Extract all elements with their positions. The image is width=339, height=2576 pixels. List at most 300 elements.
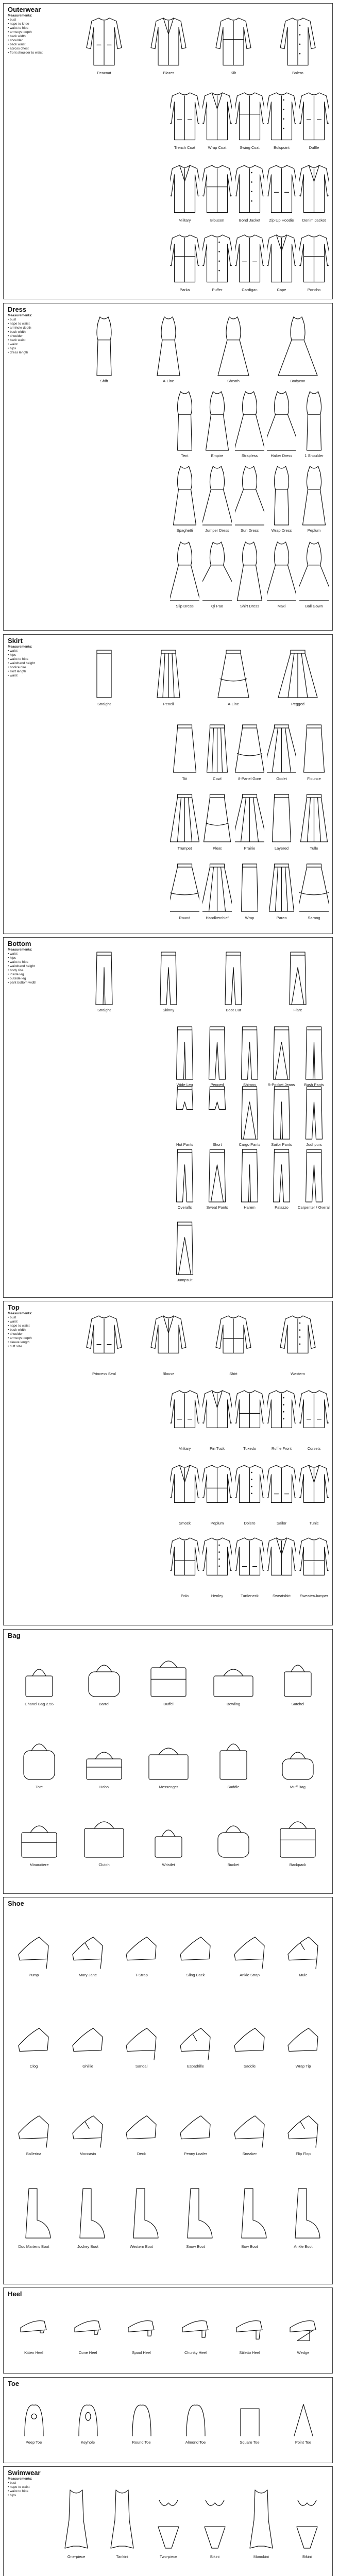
shoe-illustration-icon: [280, 1914, 327, 1972]
item-outerwear: [72, 15, 137, 75]
measurement-item: • hips: [8, 347, 16, 350]
measurement-item: • hips: [8, 653, 16, 657]
measurement-item: • dress length: [8, 351, 28, 354]
item-outerwear: [168, 162, 201, 223]
section-bag: [3, 1629, 333, 1894]
item-heel: [276, 2306, 330, 2355]
bag-illustration-icon: [16, 1729, 62, 1784]
item-skirt: [265, 646, 330, 706]
item-skirt: [265, 721, 298, 781]
item-caption: Pencil: [163, 702, 174, 706]
item-skirt: [233, 790, 266, 851]
section-title: Bag: [8, 1632, 21, 1639]
item-caption: Godet: [276, 776, 287, 781]
item-caption: Peplum: [210, 1521, 224, 1526]
item-caption: Empire: [211, 453, 224, 458]
measurement-item: • shoulder: [8, 39, 23, 42]
item-skirt: [168, 721, 201, 781]
item-caption: Hobo: [99, 1785, 109, 1789]
item-shoe: [168, 2093, 223, 2156]
bag-illustration-icon: [145, 1646, 192, 1701]
bottom-illustration-icon: [170, 1146, 199, 1204]
item-caption: Messenger: [159, 1785, 178, 1789]
item-bottom: [265, 949, 330, 1012]
item-bag: [136, 1646, 201, 1706]
item-caption: Ballerina: [26, 2151, 42, 2156]
dress-illustration-icon: [267, 389, 296, 452]
item-bottom: [136, 949, 201, 1012]
measurement-item: • back width: [8, 35, 26, 38]
item-bag: [72, 1807, 137, 1867]
item-outerwear: [201, 162, 233, 223]
bag-illustration-icon: [145, 1729, 192, 1784]
item-caption: Two-piece: [159, 2554, 178, 2559]
item-shoe: [223, 2005, 277, 2069]
item-shoe: [61, 2185, 115, 2249]
outerwear-illustration-icon: [170, 162, 199, 217]
item-toe: [61, 2396, 115, 2445]
item-shoe: [276, 2093, 330, 2156]
item-shoe: [61, 2005, 115, 2069]
item-shoe: [223, 1914, 277, 1977]
item-caption: Chunky Heel: [184, 2350, 207, 2355]
shoe-illustration-icon: [227, 2093, 273, 2150]
swimwear-illustration-icon: [100, 2487, 144, 2553]
item-skirt: [201, 860, 233, 920]
shoe-illustration-icon: [118, 1914, 165, 1972]
outerwear-illustration-icon: [202, 162, 232, 217]
section-outerwear: [3, 3, 333, 299]
item-skirt: [201, 790, 233, 851]
item-caption: Handkerchief: [206, 916, 229, 920]
skirt-illustration-icon: [275, 646, 321, 701]
item-skirt: [265, 790, 298, 851]
section-title: Dress: [8, 306, 27, 313]
item-shoe: [114, 1914, 168, 1977]
item-caption: Duffle: [309, 145, 319, 150]
shoe-illustration-icon: [280, 2005, 327, 2063]
outerwear-illustration-icon: [170, 90, 199, 144]
outerwear-illustration-icon: [267, 90, 296, 144]
item-caption: Smock: [179, 1521, 191, 1526]
item-caption: Cardigan: [242, 287, 258, 292]
item-caption: Sweater/Jumper: [300, 1594, 328, 1598]
item-bag: [72, 1729, 137, 1789]
item-dress: [201, 540, 233, 608]
item-outerwear: [265, 90, 298, 150]
swimwear-illustration-icon: [147, 2487, 190, 2553]
item-top: [233, 1535, 266, 1598]
section-bottom: [3, 937, 333, 1298]
item-caption: Pump: [28, 1973, 39, 1977]
item-caption: Penny Loafer: [184, 2151, 207, 2156]
top-illustration-icon: [267, 1387, 296, 1445]
item-dress: [298, 464, 330, 533]
dress-illustration-icon: [145, 315, 192, 378]
item-skirt: [298, 721, 330, 781]
item-caption: Poncho: [307, 287, 321, 292]
swimwear-illustration-icon: [285, 2487, 329, 2553]
bag-illustration-icon: [210, 1646, 257, 1701]
bottom-illustration-icon: [81, 949, 127, 1007]
item-top: [233, 1387, 266, 1451]
shoe-illustration-icon: [65, 2005, 111, 2063]
item-bag: [265, 1807, 330, 1867]
item-caption: Jumper Dress: [205, 528, 229, 533]
item-caption: A-Line: [228, 702, 239, 706]
section-heel: [3, 2287, 333, 2374]
item-caption: Kilt: [230, 71, 236, 75]
measurement-item: • pant bottom width: [8, 981, 37, 985]
bag-illustration-icon: [81, 1807, 127, 1861]
bag-illustration-icon: [16, 1646, 62, 1701]
item-top: [265, 1462, 298, 1526]
item-caption: Straight: [97, 702, 111, 706]
item-caption: Ruffle Front: [271, 1446, 292, 1451]
skirt-illustration-icon: [202, 790, 232, 845]
skirt-illustration-icon: [210, 646, 257, 701]
bottom-illustration-icon: [267, 1146, 296, 1204]
item-shoe: [223, 2185, 277, 2249]
item-caption: Hot Pants: [176, 1142, 193, 1147]
dress-illustration-icon: [202, 540, 232, 603]
item-caption: Moccasin: [79, 2151, 96, 2156]
outerwear-illustration-icon: [235, 232, 264, 286]
section-top: [3, 1301, 333, 1625]
top-illustration-icon: [170, 1462, 199, 1520]
measurement-item: • waist to hips: [8, 657, 28, 661]
item-outerwear: [233, 162, 266, 223]
item-caption: Jockey Boot: [77, 2244, 98, 2249]
item-shoe: [114, 2185, 168, 2249]
item-top: [168, 1535, 201, 1598]
item-caption: Western: [291, 1371, 305, 1376]
shoe-illustration-icon: [173, 1914, 219, 1972]
item-bag: [201, 1646, 266, 1706]
bottom-illustration-icon: [202, 1146, 232, 1204]
item-shoe: [114, 2093, 168, 2156]
item-top: [201, 1462, 233, 1526]
item-dress: [298, 540, 330, 608]
heel-illustration-icon: [118, 2306, 165, 2349]
item-caption: Sneaker: [242, 2151, 257, 2156]
item-caption: Trench Coat: [174, 145, 195, 150]
heel-illustration-icon: [65, 2306, 111, 2349]
item-caption: 1 Shoulder: [304, 453, 324, 458]
bag-illustration-icon: [81, 1729, 127, 1784]
measurements-list: [8, 314, 50, 355]
item-caption: Tuxedo: [243, 1446, 256, 1451]
item-caption: Spool Heel: [132, 2350, 151, 2355]
item-caption: Sun Dress: [240, 528, 259, 533]
item-bottom: [298, 1083, 330, 1147]
measurement-item: • back waist: [8, 338, 26, 342]
top-illustration-icon: [299, 1462, 329, 1520]
item-caption: Pin Tuck: [210, 1446, 225, 1451]
item-swimwear: [238, 2487, 284, 2559]
item-dress: [168, 389, 201, 458]
item-dress: [72, 315, 137, 383]
item-dress: [136, 315, 201, 383]
item-bag: [265, 1646, 330, 1706]
item-shoe: [7, 2005, 61, 2069]
item-top: [298, 1535, 330, 1598]
item-caption: Saddle: [243, 2064, 256, 2069]
dress-illustration-icon: [267, 540, 296, 603]
item-toe: [114, 2396, 168, 2445]
item-caption: Ball Gown: [305, 604, 323, 608]
item-caption: Tulle: [310, 846, 318, 851]
item-caption: Bodycon: [290, 379, 306, 383]
item-caption: Clutch: [98, 1862, 110, 1867]
item-caption: Slip Dress: [176, 604, 194, 608]
measurement-item: • bust: [8, 18, 16, 22]
item-caption: Doc Martens Boot: [18, 2244, 49, 2249]
measurement-item: • waist: [8, 674, 18, 677]
item-caption: 8-Panel Gore: [238, 776, 261, 781]
item-dress: [201, 389, 233, 458]
top-illustration-icon: [235, 1535, 264, 1592]
item-heel: [168, 2306, 223, 2355]
measurement-item: • nape to waist: [8, 1324, 30, 1328]
shoe-illustration-icon: [280, 2093, 327, 2150]
item-caption: Wrap Dress: [271, 528, 292, 533]
item-caption: Turtleneck: [241, 1594, 259, 1598]
section-shoe: [3, 1897, 333, 2284]
bottom-illustration-icon: [299, 1083, 329, 1141]
item-caption: Military: [178, 218, 191, 223]
measurement-item: • cuff size: [8, 1345, 22, 1348]
section-title: Swimwear: [8, 2469, 41, 2477]
item-caption: Monokini: [253, 2554, 269, 2559]
dress-illustration-icon: [170, 540, 199, 603]
item-skirt: [233, 721, 266, 781]
item-shoe: [61, 1914, 115, 1977]
item-skirt: [168, 860, 201, 920]
item-caption: Harem: [244, 1205, 256, 1210]
item-outerwear: [233, 232, 266, 292]
measurements-heading: Measurements:: [8, 14, 32, 18]
item-caption: Ankle Strap: [240, 1973, 260, 1977]
item-shoe: [7, 2185, 61, 2249]
item-bottom: [168, 1024, 201, 1087]
item-caption: Deck: [137, 2151, 146, 2156]
measurement-item: • nape to waist: [8, 322, 30, 326]
top-illustration-icon: [202, 1387, 232, 1445]
skirt-illustration-icon: [235, 721, 264, 775]
item-bottom: [72, 949, 137, 1012]
measurement-item: • back width: [8, 330, 26, 334]
toe-illustration-icon: [173, 2396, 219, 2439]
item-bag: [72, 1646, 137, 1706]
skirt-illustration-icon: [299, 860, 329, 914]
measurement-item: • sleeve length: [8, 1341, 30, 1344]
item-bottom: [168, 1083, 201, 1147]
measurement-item: • back width: [8, 1328, 26, 1332]
measurement-item: • across chest: [8, 47, 29, 50]
item-caption: Kitten Heel: [24, 2350, 43, 2355]
item-caption: Sweat Pants: [206, 1205, 228, 1210]
item-caption: Shirt: [229, 1371, 238, 1376]
item-caption: Minaudiere: [29, 1862, 49, 1867]
skirt-illustration-icon: [267, 860, 296, 914]
item-caption: Bush Pants: [304, 1082, 324, 1087]
toe-illustration-icon: [118, 2396, 165, 2439]
top-illustration-icon: [202, 1535, 232, 1592]
skirt-illustration-icon: [235, 860, 264, 914]
bottom-illustration-icon: [235, 1146, 264, 1204]
item-bag: [7, 1729, 72, 1789]
item-caption: Muff Bag: [290, 1785, 306, 1789]
measurement-item: • hips: [8, 2494, 16, 2497]
shoe-illustration-icon: [280, 2185, 327, 2243]
item-caption: Stiletto Heel: [239, 2350, 260, 2355]
measurement-item: • waist to hips: [8, 960, 28, 964]
item-swimwear: [99, 2487, 145, 2559]
dress-illustration-icon: [210, 315, 257, 378]
dress-illustration-icon: [275, 315, 321, 378]
item-skirt: [201, 721, 233, 781]
item-skirt: [233, 860, 266, 920]
shoe-illustration-icon: [173, 2185, 219, 2243]
item-bottom: [233, 1024, 266, 1087]
item-caption: Swing Coat: [240, 145, 260, 150]
item-outerwear: [298, 232, 330, 292]
item-shoe: [7, 1914, 61, 1977]
item-skirt: [136, 646, 201, 706]
top-illustration-icon: [202, 1462, 232, 1520]
item-bag: [7, 1807, 72, 1867]
item-caption: Almond Toe: [185, 2440, 206, 2445]
item-dress: [233, 464, 266, 533]
measurement-item: • waist to hips: [8, 2489, 28, 2493]
item-bag: [7, 1646, 72, 1706]
bottom-illustration-icon: [202, 1024, 232, 1081]
item-shoe: [276, 2005, 330, 2069]
item-caption: Blazer: [163, 71, 174, 75]
bottom-illustration-icon: [170, 1024, 199, 1081]
item-top: [265, 1387, 298, 1451]
shoe-illustration-icon: [118, 2185, 165, 2243]
item-caption: Cone Heel: [78, 2350, 97, 2355]
skirt-illustration-icon: [299, 721, 329, 775]
item-outerwear: [201, 15, 266, 75]
item-caption: Jumpsuit: [177, 1278, 193, 1282]
section-toe: [3, 2377, 333, 2463]
item-dress: [265, 389, 298, 458]
bag-illustration-icon: [210, 1729, 257, 1784]
item-caption: Blouson: [210, 218, 225, 223]
skirt-illustration-icon: [267, 790, 296, 845]
item-caption: Satchel: [291, 1702, 304, 1706]
item-caption: Bond Jacket: [239, 218, 261, 223]
item-heel: [61, 2306, 115, 2355]
item-bag: [201, 1729, 266, 1789]
item-caption: Parka: [179, 287, 190, 292]
item-caption: Henley: [211, 1594, 224, 1598]
item-skirt: [72, 646, 137, 706]
shoe-illustration-icon: [65, 1914, 111, 1972]
item-top: [136, 1313, 201, 1376]
top-illustration-icon: [299, 1387, 329, 1445]
measurements-list: [8, 645, 50, 678]
measurement-item: • shoulder: [8, 1332, 23, 1336]
outerwear-illustration-icon: [81, 15, 127, 70]
bottom-illustration-icon: [145, 949, 192, 1007]
item-bottom: [298, 1024, 330, 1087]
top-illustration-icon: [81, 1313, 127, 1370]
bottom-illustration-icon: [235, 1083, 264, 1141]
measurements-list: [8, 948, 50, 985]
dress-illustration-icon: [235, 389, 264, 452]
item-caption: Cowl: [213, 776, 222, 781]
item-caption: Dolero: [244, 1521, 256, 1526]
item-swimwear: [145, 2487, 192, 2559]
measurement-item: • waist to hips: [8, 26, 28, 30]
item-dress: [233, 389, 266, 458]
shoe-illustration-icon: [65, 2093, 111, 2150]
item-top: [233, 1462, 266, 1526]
item-caption: Bolspoint: [274, 145, 290, 150]
measurement-item: • hips: [8, 956, 16, 960]
bag-illustration-icon: [81, 1646, 127, 1701]
item-bag: [201, 1807, 266, 1867]
shoe-illustration-icon: [173, 2093, 219, 2150]
item-bottom: [201, 1024, 233, 1087]
dress-illustration-icon: [235, 540, 264, 603]
item-caption: Princess Seal: [92, 1371, 116, 1376]
item-caption: One-piece: [67, 2554, 86, 2559]
shoe-illustration-icon: [11, 2005, 57, 2063]
top-illustration-icon: [170, 1387, 199, 1445]
toe-illustration-icon: [65, 2396, 111, 2439]
shoe-illustration-icon: [65, 2185, 111, 2243]
item-caption: Tiit: [182, 776, 188, 781]
item-caption: Polo: [180, 1594, 189, 1598]
bottom-illustration-icon: [267, 1083, 296, 1141]
item-dress: [298, 389, 330, 458]
measurements-heading: Measurements:: [8, 314, 32, 317]
measurement-item: • back waist: [8, 43, 26, 46]
section-dress: [3, 303, 333, 631]
measurements-list: [8, 1312, 50, 1349]
dress-illustration-icon: [202, 464, 232, 527]
section-title: Skirt: [8, 637, 23, 645]
section-title: Heel: [8, 2290, 22, 2298]
measurement-item: • bust: [8, 2481, 16, 2485]
item-shoe: [223, 2093, 277, 2156]
item-caption: Peplum: [307, 528, 321, 533]
outerwear-illustration-icon: [299, 90, 329, 144]
measurement-item: • waist: [8, 649, 18, 653]
item-caption: Wrap: [245, 916, 255, 920]
item-caption: Bolero: [292, 71, 303, 75]
bag-illustration-icon: [145, 1807, 192, 1861]
item-outerwear: [168, 232, 201, 292]
outerwear-illustration-icon: [170, 232, 199, 286]
item-bottom: [201, 1083, 233, 1147]
item-caption: Backpack: [289, 1862, 307, 1867]
item-caption: Square Toe: [240, 2440, 260, 2445]
shoe-illustration-icon: [173, 2005, 219, 2063]
item-shoe: [276, 1914, 330, 1977]
item-caption: Wrap Tip: [295, 2064, 311, 2069]
item-bottom: [201, 949, 266, 1012]
item-swimwear: [192, 2487, 238, 2559]
measurement-item: • front shoulder to waist: [8, 51, 43, 55]
section-title: Toe: [8, 2380, 20, 2387]
item-caption: Sheath: [227, 379, 240, 383]
